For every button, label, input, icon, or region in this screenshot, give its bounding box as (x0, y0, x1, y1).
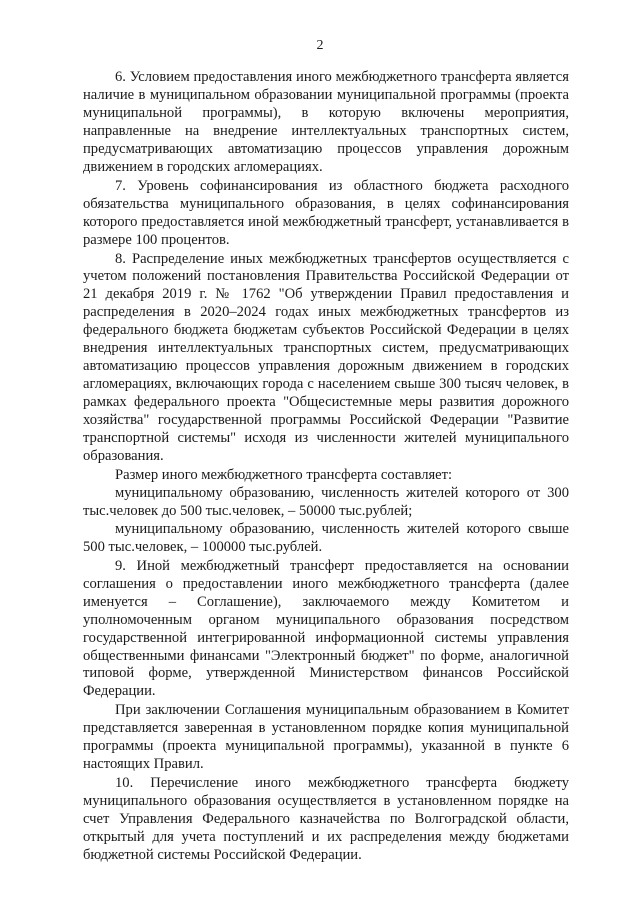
paragraph-6: 6. Условием предоставления иного межбюджетного трансферта является наличие в муниципальном образовании муниципальной программы (проекта муниципальной программы), в которую включены мероприятия, направленные на внедрение интеллектуальных транспортных систем, предусматривающих автоматизацию процессов управления дорожным движением в городских агломерациях. (83, 69, 569, 175)
paragraph-9: 9. Иной межбюджетный трансферт предоставляется на основании соглашения о предоставлении иного межбюджетного трансферта (далее именуется – Соглашение), заключаемого между Комитетом и уполномоченным органом муниципального образования посредством государственной интегрированной информационной системы управления общественными финансами "Электронный бюджет" по форме, аналогичной типовой форме, утвержденной Министерством финансов Российской Федерации. (83, 557, 569, 700)
paragraph-agreement-conclusion: При заключении Соглашения муниципальным образованием в Комитет представляется заверенная в установленном порядке копия муниципальной программы (проекта муниципальной программы), указанной в пункте 6 настоящих Правил. (83, 702, 569, 773)
document-body (83, 69, 569, 865)
paragraph-size-tier-1: муниципальному образованию, численность жителей которого от 300 тыс.человек до 500 тыс.человек, – 50000 тыс.рублей; (83, 484, 569, 519)
paragraph-7: 7. Уровень софинансирования из областного бюджета расходного обязательства муниципального образования, в целях софинансирования которого предоставляется иной межбюджетный трансферт, устанавливается в размере 100 процентов. (83, 177, 569, 248)
paragraph-10: 10. Перечисление иного межбюджетного трансферта бюджету муниципального образования осуществляется в установленном порядке на счет Управления Федерального казначейства по Волгоградской области, открытый для учета поступлений и их распределения между бюджетами бюджетной системы Российской Федерации. (83, 775, 569, 863)
paragraph-8: 8. Распределение иных межбюджетных трансфертов осуществляется с учетом положений постановления Правительства Российской Федерации от 21 декабря 2019 г. № 1762 "Об утверждении Правил предоставления и распределения в 2020–2024 годах иных межбюджетных трансфертов из федерального бюджета бюджетам субъектов Российской Федерации в целях внедрения интеллектуальных транспортных систем, предусматривающих автоматизацию процессов управления дорожным движением в городских агломерациях, включающих города с населением свыше 300 тысяч человек, в рамках федерального проекта "Общесистемные меры развития дорожного хозяйства" государственной программы Российской Федерации "Развитие транспортной системы" исходя из численности жителей муниципального образования. (83, 250, 569, 465)
paragraph-transfer-size: Размер иного межбюджетного трансферта составляет: (115, 466, 453, 483)
paragraph-size-tier-2: муниципальному образованию, численность жителей которого свыше 500 тыс.человек, – 100000 тыс.рублей. (83, 520, 569, 555)
page-number: 2 (316, 38, 324, 53)
